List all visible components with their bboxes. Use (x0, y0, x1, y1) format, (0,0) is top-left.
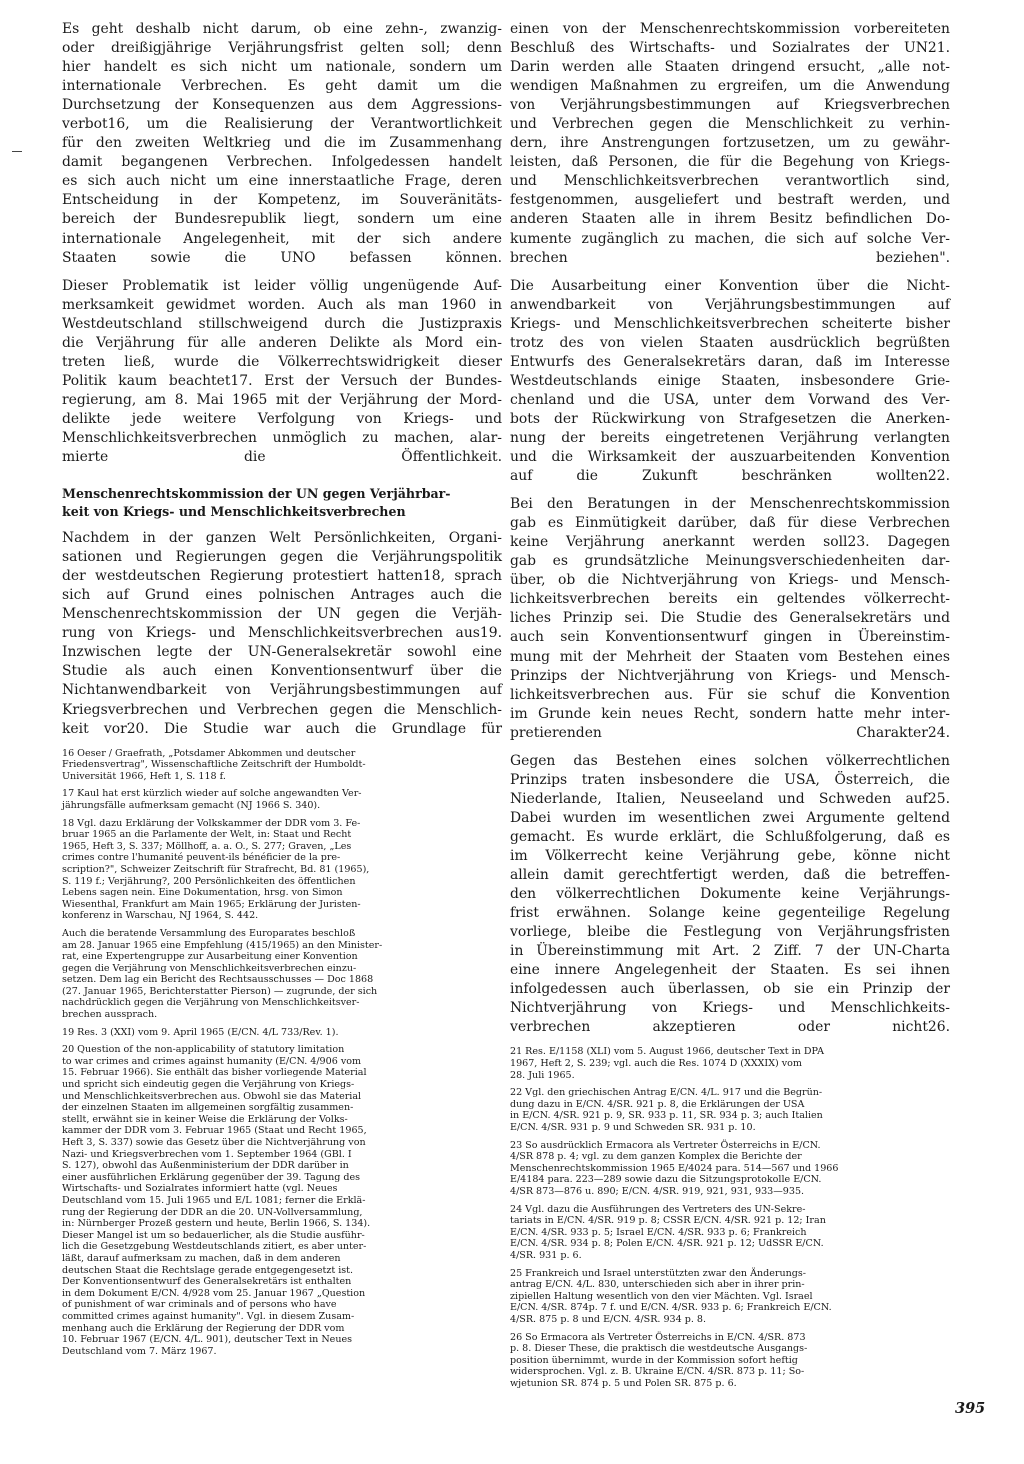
section-heading: Menschenrechtskommission der UN gegen Verjährbar- keit von Kriegs- und Menschlichkeitsverbrechen (62, 486, 451, 520)
footnotes-left (62, 748, 502, 1358)
margin-mark (12, 151, 22, 152)
footnotes-right (510, 1046, 950, 1389)
page-number: 395 (955, 1400, 986, 1417)
right-column (510, 20, 950, 1395)
body-paragraph: Bei den Beratungen in der Menschenrechtskommission gab es Einmütigkeit darüber, daß für diese Verbrechen keine Verjährung anerkannt werden soll23. Dagegen gab es grundsätzliche Meinungsverschiedenheiten dar- über, ob die Nichtverjährung von Kriegs- und Mensch- lichkeitsverbrechen bereits ein geltendes völkerrecht- liches Prinzip sei. Die Studie des Generalsekretärs und auch sein Konventionsentwurf gingen in Übereinstim- mung mit der Mehrheit der Staaten vom Bestehen eines Prinzips der Nichtverjährung von Kriegs- und Mensch- lichkeitsverbrechen aus. Für sie schuf die Konvention im Grunde kein neues Recht, sondern hatte mehr inter- pretierenden Charakter24. (510, 496, 950, 741)
footnote: 19 Res. 3 (XXI) vom 9. April 1965 (E/CN. 4/L 733/Rev. 1). (62, 1026, 339, 1038)
body-paragraph: Es geht deshalb nicht darum, ob eine zehn-, zwanzig- oder dreißigjährige Verjährungsfrist gelten soll; denn hier handelt es sich nicht um nationale, sondern um internationale Verbrechen. Es geht damit um die Durchsetzung der Konsequenzen aus dem Aggressions- verbot16, um die Realisierung der Verantwortlichkeit für den zweiten Weltkrieg und die im Zusammenhang damit begangenen Verbrechen. Infolgedessen handelt es sich auch nicht um eine innerstaatliche Frage, deren Entscheidung in der Kompetenz, im Souveränitäts- bereich der Bundesrepublik liegt, sondern um eine internationale Angelegenheit, mit der sich andere Staaten sowie die UNO befassen können. (62, 21, 502, 266)
footnote: 16 Oeser / Graefrath, „Potsdamer Abkommen und deutscher Friedensvertrag", Wissenschaftliche Zeitschrift der Humboldt- Universität 1966, Heft 1, S. 118 f. (62, 747, 366, 782)
body-paragraph: Gegen das Bestehen eines solchen völkerrechtlichen Prinzips traten insbesondere die USA, Österreich, die Niederlande, Italien, Neuseeland und Schweden auf25. Dabei wurden im wesentlichen zwei Argumente geltend gemacht. Es wurde erklärt, die Schlußfolgerung, daß es im Völkerrecht keine Verjährung gebe, könne nicht allein damit gerechtfertigt werden, daß die betreffen- den völkerrechtlichen Dokumente keine Verjährungs- frist erwähnen. Solange keine gegenteilige Regelung vorliege, bleibe die Festlegung von Verjährungsfristen in Übereinstimmung mit Art. 2 Ziff. 7 der UN-Charta eine innere Angelegenheit der Staaten. Es sei ihnen infolgedessen auch überlassen, ob sie ein Prinzip der Nichtverjährung von Kriegs- und Menschlichkeits- verbrechen akzeptieren oder nicht26. (510, 752, 950, 1036)
left-column (62, 20, 502, 1363)
footnote: 17 Kaul hat erst kürzlich wieder auf solche angewandten Ver- jährungsfälle aufmerksam gemacht (NJ 1966 S. 340). (62, 788, 362, 811)
body-paragraph: Nachdem in der ganzen Welt Persönlichkeiten, Organi- sationen und Regierungen gegen die Verjährungspolitik der westdeutschen Regierung protestiert hatten18, sprach sich auf Grund eines polnischen Antrages auch die Menschenrechtskommission der UN gegen die Verjäh- rung von Kriegs- und Menschlichkeitsverbrechen aus19. Inzwischen legte der UN-Generalsekretär sowohl eine Studie als auch einen Konventionsentwurf über die Nichtanwendbarkeit von Verjährungsbestimmungen auf Kriegsverbrechen und Verbrechen gegen die Menschlich- keit vor20. Die Studie war auch die Grundlage für (62, 530, 502, 737)
footnote: 24 Vgl. dazu die Ausführungen des Vertreters des UN-Sekre- tariats in E/CN. 4/SR. 919 p. 8; CSSR E/CN. 4/SR. 921 p. 12; Iran E/CN. 4/SR. 933 p. 5; Israel E/CN. 4/SR. 933 p. 6; Frankreich E/CN. 4/SR. 934 p. 8; Polen E/CN. 4/SR. 921 p. 12; UdSSR E/CN. 4/SR. 931 p. 6. (510, 1203, 826, 1261)
footnote: 26 So Ermacora als Vertreter Österreichs in E/CN. 4/SR. 873 p. 8. Dieser These, die praktisch die westdeutsche Ausgangs- position übernimmt, wurde in der Kommission sofort heftig widersprochen. Vgl. z. B. Ukraine E/CN. 4/SR. 873 p. 11; So- wjetunion SR. 874 p. 5 und Polen SR. 875 p. 6. (510, 1331, 808, 1389)
footnote: 23 So ausdrücklich Ermacora als Vertreter Österreichs in E/CN. 4/SR 878 p. 4; vgl. zu dem ganzen Komplex die Berichte der Menschenrechtskommission 1965 E/4024 para. 514—567 und 1966 E/4184 para. 223—289 sowie dazu die Sitzungsprotokolle E/CN. 4/SR 873—876 u. 890; E/CN. 4/SR. 919, 921, 931, 933—935. (510, 1139, 839, 1197)
footnote: 22 Vgl. den griechischen Antrag E/CN. 4/L. 917 und die Begrün- dung dazu in E/CN. 4/SR. 921 p. 8, die Erklärungen der USA in E/CN. 4/SR. 921 p. 9, SR. 933 p. 11, SR. 934 p. 3; auch Italien E/CN. 4/SR. 931 p. 9 und Schweden SR. 931 p. 10. (510, 1087, 823, 1133)
footnote: 18 Vgl. dazu Erklärung der Volkskammer der DDR vom 3. Fe- bruar 1965 an die Parlamente der Welt, in: Staat und Recht 1965, Heft 3, S. 337; Möllhoff, a. a. O., S. 277; Graven, „Les crimes contre l'humanité peuvent-ils bénéficier de la pre- scription?", Schweizer Zeitschrift für Strafrecht, Bd. 81 (1965), S. 119 f.; Verjährung?, 200 Persönlichkeiten des öffentlichen Lebens sagen nein. Eine Dokumentation, hrsg. von Simon Wiesenthal, Frankfurt am Main 1965; Erklärung der Juristen- konferenz in Warschau, NJ 1964, S. 442. (62, 817, 370, 922)
footnote: 21 Res. E/1158 (XLI) vom 5. August 1966, deutscher Text in DPA 1967, Heft 2, S. 239; vgl. auch die Res. 1074 D (XXXIX) vom 28. Juli 1965. (510, 1046, 824, 1081)
body-paragraph: Die Ausarbeitung einer Konvention über die Nicht- anwendbarkeit von Verjährungsbestimmungen auf Kriegs- und Menschlichkeitsverbrechen scheiterte bisher trotz des von vielen Staaten ausdrücklich begrüßten Entwurfs des Generalsekretärs daran, daß im Interesse Westdeutschlands einige Staaten, insbesondere Grie- chenland und die USA, unter dem Vorwand des Ver- bots der Rückwirkung von Strafgesetzen die Anerken- nung der bereits eingetretenen Verjährung verlangten und die Wirksamkeit der auszuarbeitenden Konvention auf die Zukunft beschränken wollten22. (510, 277, 950, 485)
footnote: 20 Question of the non-applicability of statutory limitation to war crimes and crimes against humanity (E/CN. 4/906 vom 15. Februar 1966). Sie enthält das bisher vorliegende Material und spricht sich eindeutig gegen die Verjährung von Kriegs- und Menschlichkeitsverbrechen aus. Obwohl sie das Material der einzelnen Staaten im allgemeinen sorgfältig zusammen- stellt, erwähnt sie in keiner Weise die Erklärung der Volks- kammer der DDR vom 3. Februar 1965 (Staat und Recht 1965, Heft 3, S. 337) sowie das Gesetz über die Nichtverjährung von Nazi- und Kriegsverbrechen vom 1. September 1964 (GBl. I S. 127), obwohl das Außenministerium der DDR darüber in einer ausführlichen Erklärung gegenüber der 39. Tagung des Wirtschafts- und Sozialrates informiert hatte (vgl. Neues Deutschland vom 15. Juli 1965 und E/L 1081; ferner die Erklä- rung der Regierung der DDR an die 20. UN-Vollversammlung, in: Nürnberger Prozeß gestern und heute, Berlin 1966, S. 134). Dieser Mangel ist um so bedauerlicher, als die Studie ausführ- lich die Gesetzgebung Westdeutschlands zitiert, es aber unter- läßt, darauf aufmerksam zu machen, daß in dem anderen deutschen Staat die Rechtslage gerade entgegengesetzt ist. Der Konventionsentwurf des Generalsekretärs ist enthalten in dem Dokument E/CN. 4/928 vom 25. Januar 1967 „Question of punishment of war criminals and of persons who have committed crimes against humanity". Vgl. in diesem Zusam- menhang auch die Erklärung der Regierung der DDR vom 10. Februar 1967 (E/CN. 4/L. 901), deutscher Text in Neues Deutschland vom 7. März 1967. (62, 1044, 371, 1357)
footnote: Auch die beratende Versammlung des Europarates beschloß am 28. Januar 1965 eine Empfehlung (415/1965) an den Minister- rat, eine Expertengruppe zur Ausarbeitung einer Konvention gegen die Verjährung von Menschlichkeitsverbrechen einzu- setzen. Dem lag ein Bericht des Rechtsausschusses — Doc 1868 (27. Januar 1965, Berichterstatter Pierson) — zugrunde, der sich nachdrücklich gegen die Verjährung von Menschlichkeitsver- brechen aussprach. (62, 927, 383, 1021)
body-paragraph: Dieser Problematik ist leider völlig ungenügende Auf- merksamkeit gewidmet worden. Auch als man 1960 in Westdeutschland stillschweigend durch die Justizpraxis die Verjährung für alle anderen Delikte als Mord ein- treten ließ, wurde die Völkerrechtswidrigkeit dieser Politik kaum beachtet17. Erst der Versuch der Bundes- regierung, am 8. Mai 1965 mit der Verjährung der Mord- delikte jede weitere Verfolgung von Kriegs- und Menschlichkeitsverbrechen unmöglich zu machen, alar- mierte die Öffentlichkeit. (62, 277, 502, 466)
footnote: 25 Frankreich und Israel unterstützten zwar den Änderungs- antrag E/CN. 4/L. 830, unterschieden sich aber in ihrer prin- zipiellen Haltung wesentlich von den vier Mächten. Vgl. Israel E/CN. 4/SR. 874p. 7 f. und E/CN. 4/SR. 933 p. 6; Frankreich E/CN. 4/SR. 875 p. 8 und E/CN. 4/SR. 934 p. 8. (510, 1267, 832, 1325)
body-paragraph: einen von der Menschenrechtskommission vorbereiteten Beschluß des Wirtschafts- und Sozialrates der UN21. Darin werden alle Staaten dringend ersucht, „alle not- wendigen Maßnahmen zu ergreifen, um die Anwendung von Verjährungsbestimmungen auf Kriegsverbrechen und Verbrechen gegen die Menschlichkeit zu verhin- dern, ihre Anstrengungen fortzusetzen, um zu gewähr- leisten, daß Personen, die für die Begehung von Kriegs- und Menschlichkeitsverbrechen verantwortlich sind, festgenommen, ausgeliefert und bestraft werden, und anderen Staaten alle in ihrem Besitz befindlichen Do- kumente zugänglich zu machen, die sich auf solche Ver- brechen beziehen". (510, 21, 950, 266)
